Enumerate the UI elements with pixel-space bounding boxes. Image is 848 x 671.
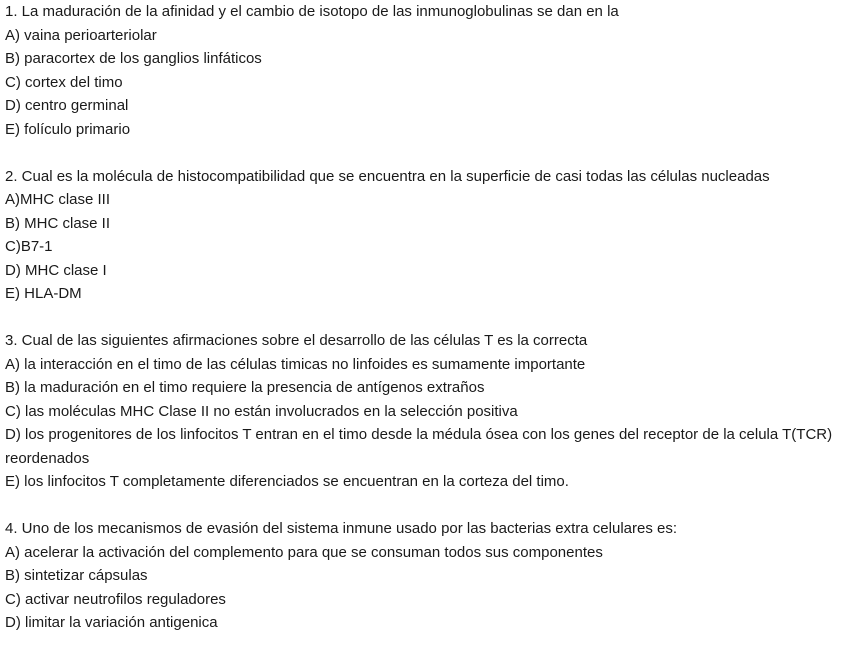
answer-option-b: B) MHC clase II bbox=[5, 214, 111, 232]
question-3 bbox=[5, 329, 842, 494]
answer-option-e: E) los linfocitos T completamente diferenciados se encuentran en la corteza del timo. bbox=[5, 473, 569, 490]
question-stem: 3. Cual de las siguientes afirmaciones sobre el desarrollo de las células T es la correcta bbox=[5, 332, 588, 349]
answer-option-c: C) las moléculas MHC Clase II no están involucrados en la selección positiva bbox=[5, 402, 518, 420]
answer-option-d: D) centro germinal bbox=[5, 97, 129, 114]
answer-option-e: E) HLA-DM bbox=[5, 285, 82, 302]
answer-option-b: B) sintetizar cápsulas bbox=[5, 567, 148, 584]
answer-option-c: C) activar neutrofilos reguladores bbox=[5, 590, 226, 608]
question-2 bbox=[5, 165, 842, 306]
answer-option-a: A)MHC clase III bbox=[5, 191, 111, 208]
answer-option-a: A) la interacción en el timo de las células timicas no linfoides es sumamente importante bbox=[5, 355, 586, 373]
answer-option-a: A) vaina perioarteriolar bbox=[5, 26, 157, 44]
answer-option-e: E) folículo primario bbox=[5, 120, 131, 138]
answer-option-b: B) paracortex de los ganglios linfáticos bbox=[5, 50, 262, 67]
question-stem: 1. La maduración de la afinidad y el cambio de isotopo de las inmunoglobulinas se dan en la bbox=[5, 3, 619, 20]
answer-option-a: A) acelerar la activación del complemento para que se consuman todos sus componentes bbox=[5, 543, 603, 561]
answer-option-d: D) limitar la variación antigenica bbox=[5, 614, 218, 631]
question-stem: 2. Cual es la molécula de histocompatibilidad que se encuentra en la superficie de casi todas las células nucleadas bbox=[5, 167, 770, 185]
answer-option-c: C) cortex del timo bbox=[5, 73, 123, 91]
question-4 bbox=[5, 517, 842, 635]
question-stem: 4. Uno de los mecanismos de evasión del sistema inmune usado por las bacterias extra celulares es: bbox=[5, 520, 678, 537]
question-1 bbox=[5, 0, 842, 141]
answer-option-c: C)B7-1 bbox=[5, 238, 53, 255]
answer-option-d: D) MHC clase I bbox=[5, 261, 107, 279]
answer-option-b: B) la maduración en el timo requiere la presencia de antígenos extraños bbox=[5, 379, 485, 396]
answer-option-d: D) los progenitores de los linfocitos T entran en el timo desde la médula ósea con los genes del receptor de la celula T(TCR) reordenados bbox=[5, 426, 833, 467]
